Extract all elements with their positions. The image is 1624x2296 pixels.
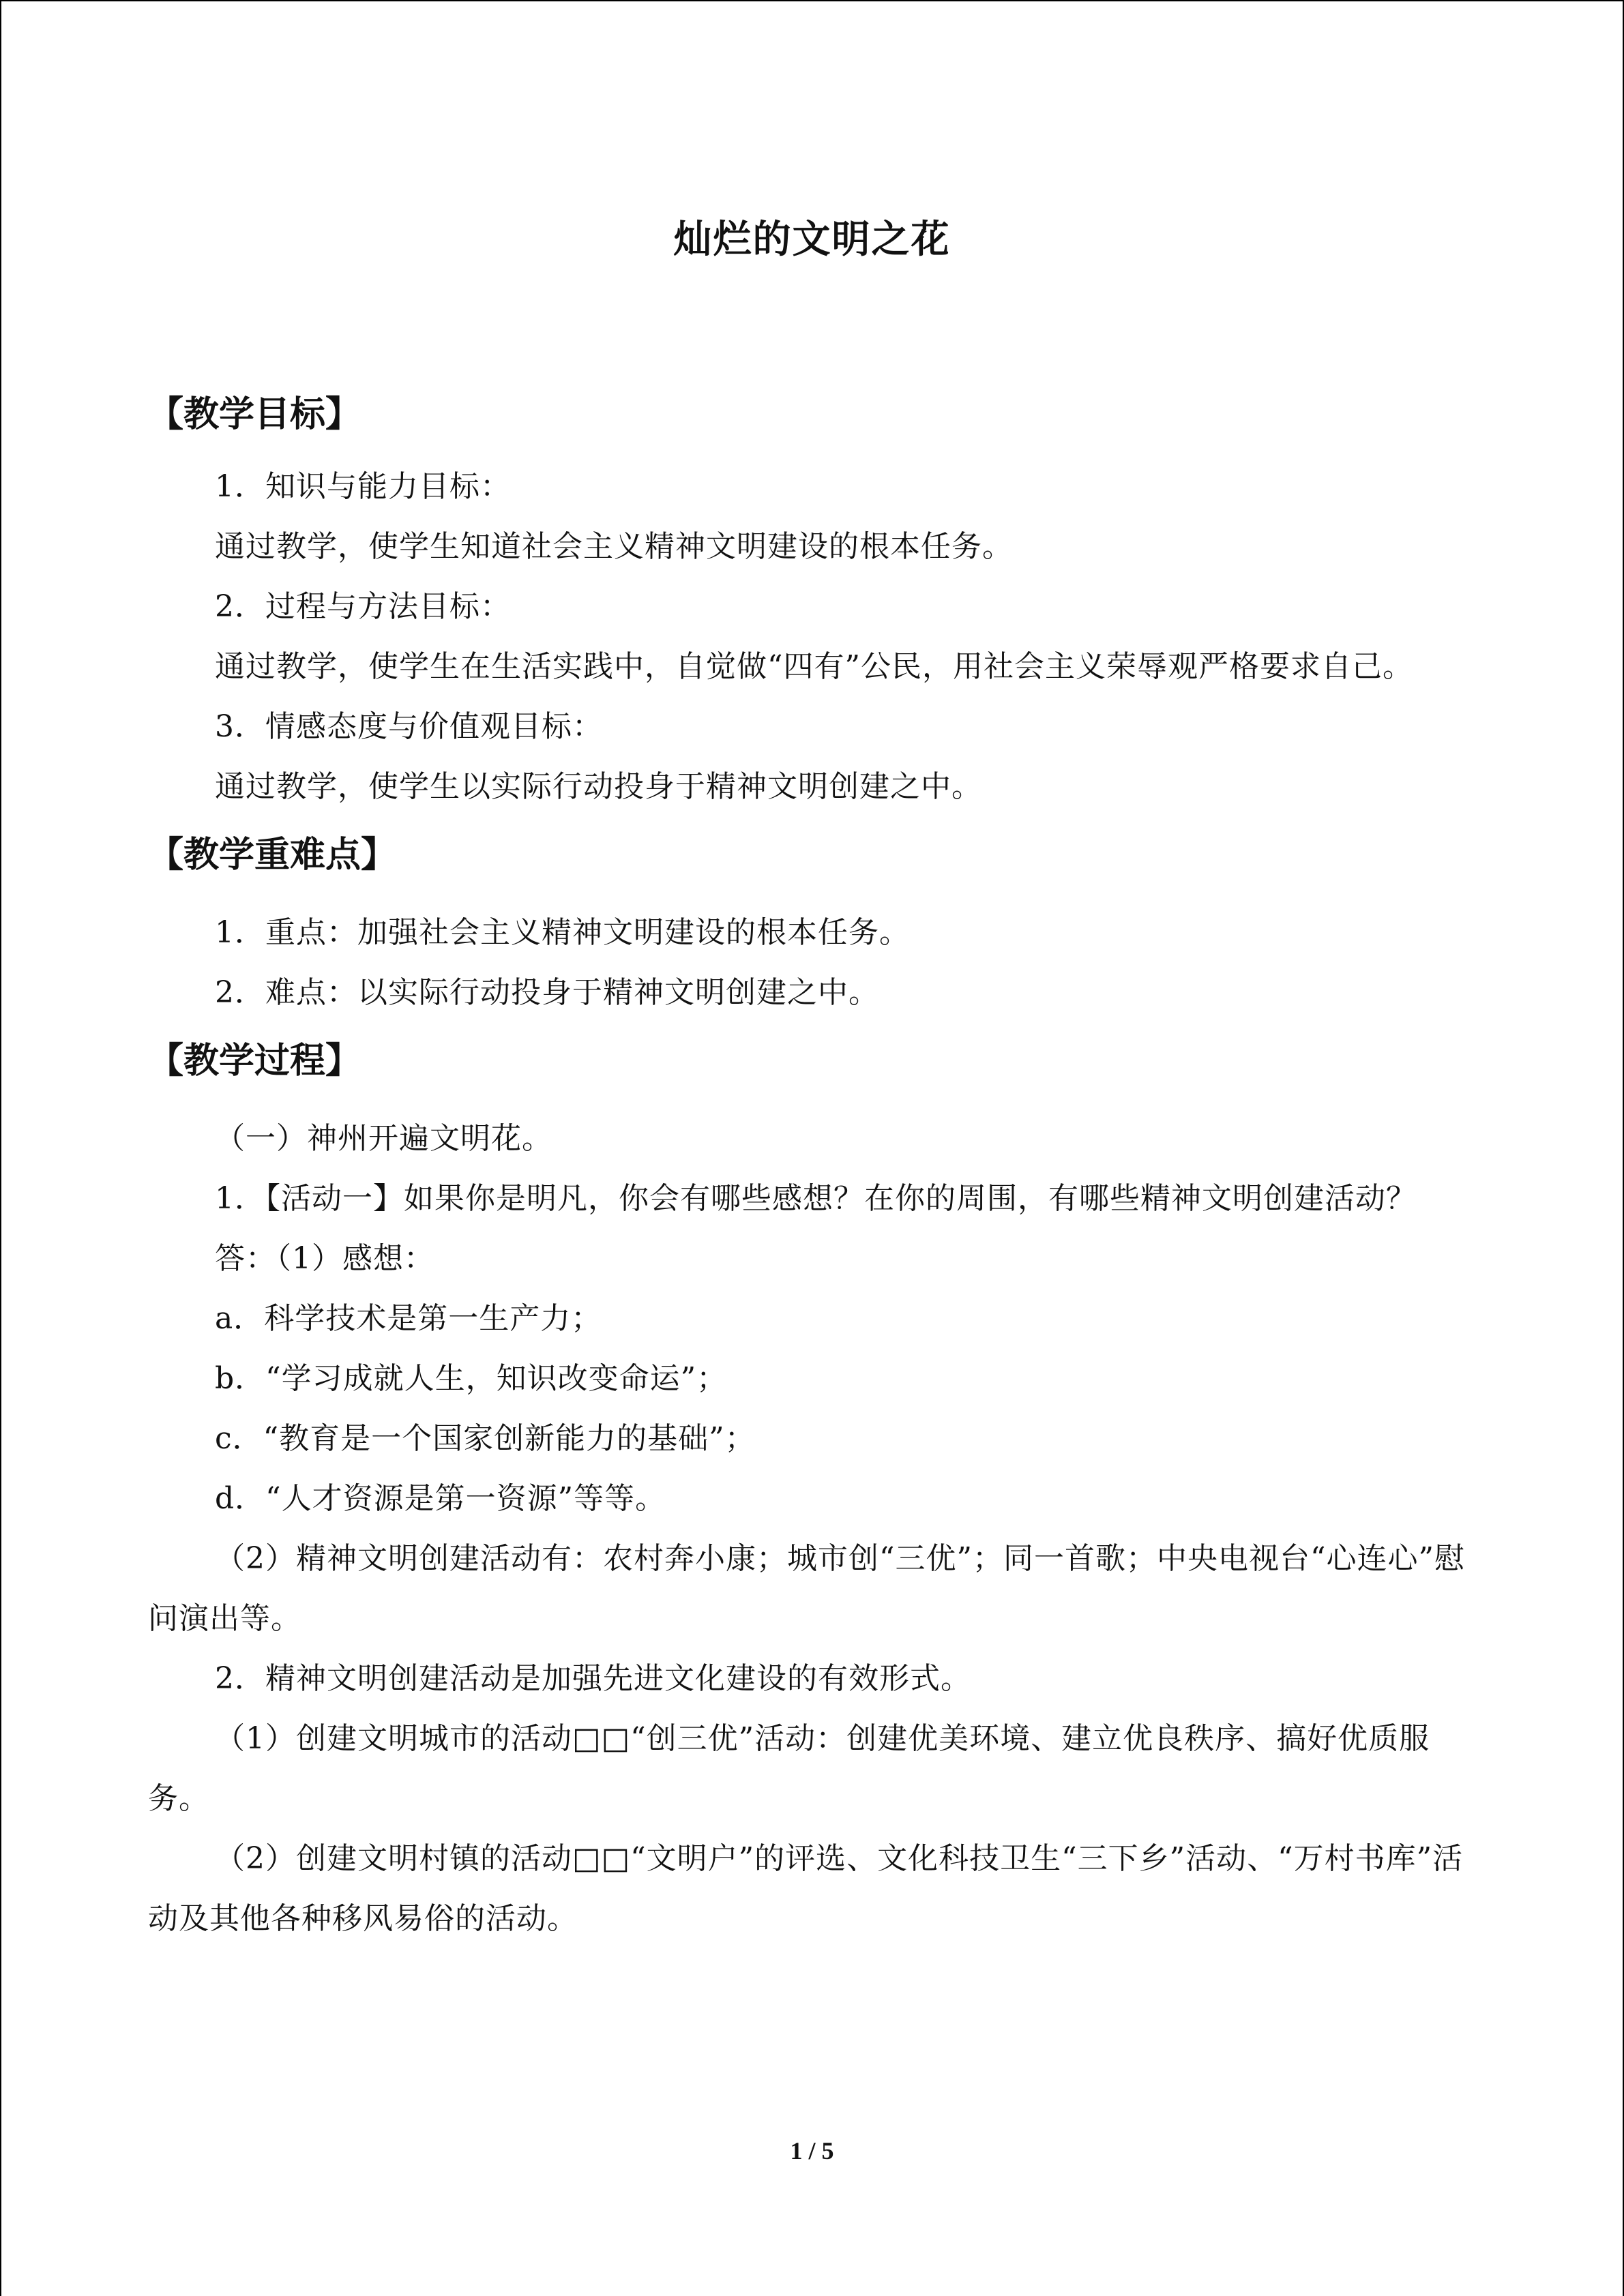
paragraph: d．“人才资源是第一资源”等等。: [215, 1481, 666, 1516]
paragraph: 通过教学，使学生知道社会主义精神文明建设的根本任务。: [215, 529, 1013, 564]
document-body: [148, 381, 1478, 1949]
paragraph: 1．【活动一】如果你是明凡，你会有哪些感想？在你的周围，有哪些精神文明创建活动？: [215, 1181, 1417, 1216]
paragraph: 1．知识与能力目标：: [215, 469, 511, 504]
paragraph: 1．重点：加强社会主义精神文明建设的根本任务。: [215, 915, 910, 950]
paragraph: （1）创建文明城市的活动□□“创三优”活动：创建优美环境、建立优良秩序、搞好优质服务。: [148, 1721, 1430, 1816]
paragraph: （2）创建文明村镇的活动□□“文明户”的评选、文化科技卫生“三下乡”活动、“万村书库”活动及其他各种移风易俗的活动。: [148, 1841, 1464, 1936]
section-heading-key-points: 【教学重难点】: [148, 835, 397, 876]
paragraph: a．科学技术是第一生产力；: [215, 1301, 602, 1336]
paragraph: b．“学习成就人生，知识改变命运”；: [215, 1361, 728, 1396]
paragraph: （一）神州开遍文明花。: [215, 1121, 552, 1156]
paragraph: 通过教学，使学生在生活实践中，自觉做“四有”公民，用社会主义荣辱观严格要求自己。: [215, 649, 1413, 684]
paragraph: 2．过程与方法目标：: [215, 589, 511, 624]
paragraph: 通过教学，使学生以实际行动投身于精神文明创建之中。: [215, 769, 982, 804]
paragraph: 2．精神文明创建活动是加强先进文化建设的有效形式。: [215, 1661, 971, 1696]
section-heading-teaching-goals: 【教学目标】: [148, 394, 361, 435]
paragraph: 2．难点：以实际行动投身于精神文明创建之中。: [215, 975, 879, 1010]
paragraph: 3．情感态度与价值观目标：: [215, 709, 603, 744]
paragraph: （2）精神文明创建活动有：农村奔小康；城市创“三优”；同一首歌；中央电视台“心连心”慰问演出等。: [148, 1541, 1465, 1636]
paragraph: 答：（1）感想：: [215, 1241, 434, 1276]
page-number: 1 / 5: [790, 2137, 834, 2164]
paragraph: c．“教育是一个国家创新能力的基础”；: [215, 1421, 756, 1456]
document-title: 灿烂的文明之花: [673, 218, 951, 262]
section-heading-teaching-process: 【教学过程】: [148, 1041, 361, 1082]
